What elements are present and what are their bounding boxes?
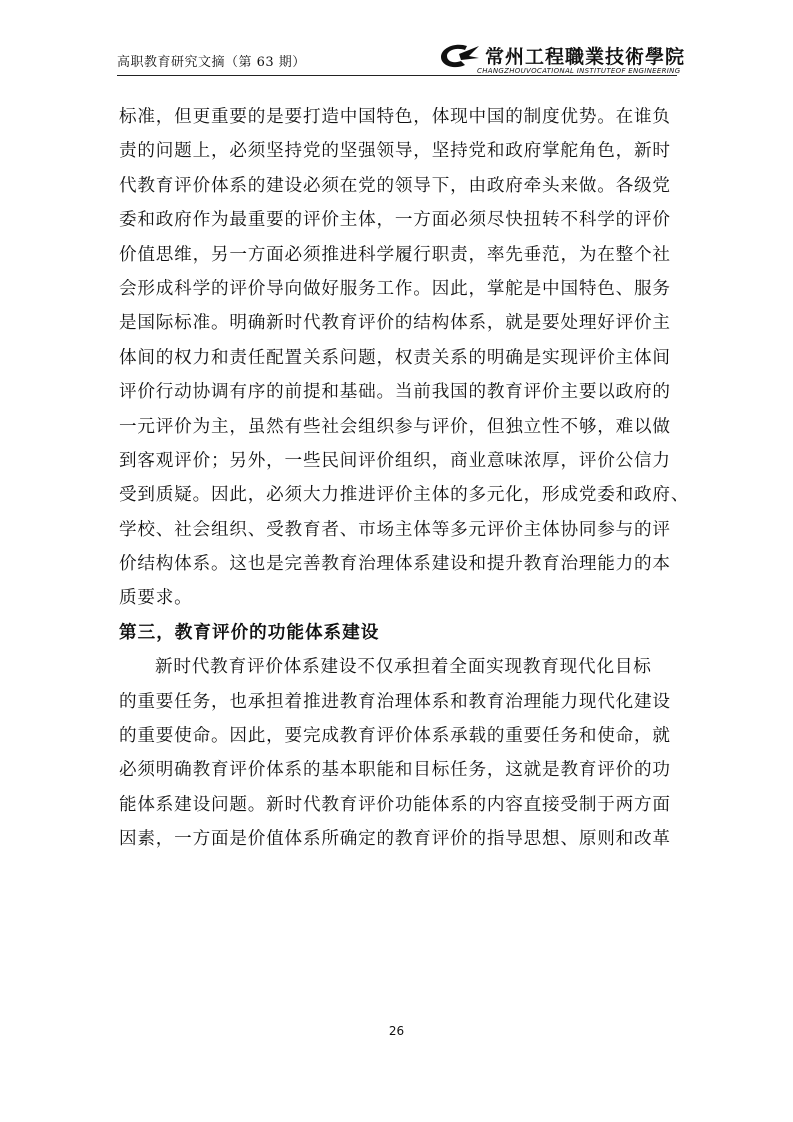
- body-line: 学校、社会组织、受教育者、市场主体等多元评价主体协同参与的评: [119, 519, 671, 540]
- section-line: 的重要任务，也承担着推进教育治理体系和教育治理能力现代化建设: [119, 691, 671, 712]
- body-line: 价结构体系。这也是完善教育治理体系建设和提升教育治理能力的本: [119, 554, 671, 575]
- body-line: 是国际标准。明确新时代教育评价的结构体系，就是要处理好评价主: [119, 313, 671, 334]
- page-number: 26: [388, 1024, 405, 1038]
- body-line: 委和政府作为最重要的评价主体，一方面必须尽快扭转不科学的评价: [119, 210, 671, 231]
- article-body: [119, 100, 690, 857]
- body-line: 标准，但更重要的是要打造中国特色，体现中国的制度优势。在谁负: [119, 107, 671, 127]
- section-line: 必须明确教育评价体系的基本职能和目标任务，这就是教育评价的功: [119, 760, 671, 781]
- logo-english-name: CHANGZHOUVOCATIONAL INSTITUTEOF ENGINEERING: [477, 67, 681, 75]
- logo-chinese-name: 常州工程職業技術學院: [485, 46, 686, 68]
- body-line: 质要求。: [119, 588, 193, 609]
- body-line: 受到质疑。因此，必须大力推进评价主体的多元化，形成党委和政府、: [119, 485, 690, 506]
- body-line: 体间的权力和责任配置关系问题，权责关系的明确是实现评价主体间: [119, 347, 671, 368]
- school-emblem-icon: [437, 42, 481, 70]
- section-line: 新时代教育评价体系建设不仅承担着全面实现教育现代化目标: [155, 657, 652, 678]
- body-line: 价值思维，另一方面必须推进科学履行职责，率先垂范，为在整个社: [119, 244, 671, 265]
- body-line: 责的问题上，必须坚持党的坚强领导，坚持党和政府掌舵角色，新时: [119, 141, 671, 162]
- body-line: 一元评价为主，虽然有些社会组织参与评价，但独立性不够，难以做: [119, 416, 671, 437]
- header-divider: [117, 75, 677, 76]
- page-header: [117, 40, 686, 76]
- section-line: 能体系建设问题。新时代教育评价功能体系的内容直接受制于两方面: [119, 794, 671, 815]
- body-line: 评价行动协调有序的前提和基础。当前我国的教育评价主要以政府的: [119, 382, 671, 403]
- section-line: 的重要使命。因此，要完成教育评价体系承载的重要任务和使命，就: [119, 726, 671, 747]
- section-heading: 第三，教育评价的功能体系建设: [119, 622, 380, 643]
- journal-title: 高职教育研究文摘（第 63 期）: [117, 55, 306, 70]
- body-line: 代教育评价体系的建设必须在党的领导下，由政府牵头来做。各级党: [119, 175, 671, 196]
- section-line: 因素，一方面是价值体系所确定的教育评价的指导思想、原则和改革: [119, 829, 671, 850]
- body-line: 会形成科学的评价导向做好服务工作。因此，掌舵是中国特色、服务: [119, 278, 671, 299]
- school-logo: [437, 40, 686, 76]
- body-line: 到客观评价；另外，一些民间评价组织，商业意味浓厚，评价公信力: [119, 450, 671, 471]
